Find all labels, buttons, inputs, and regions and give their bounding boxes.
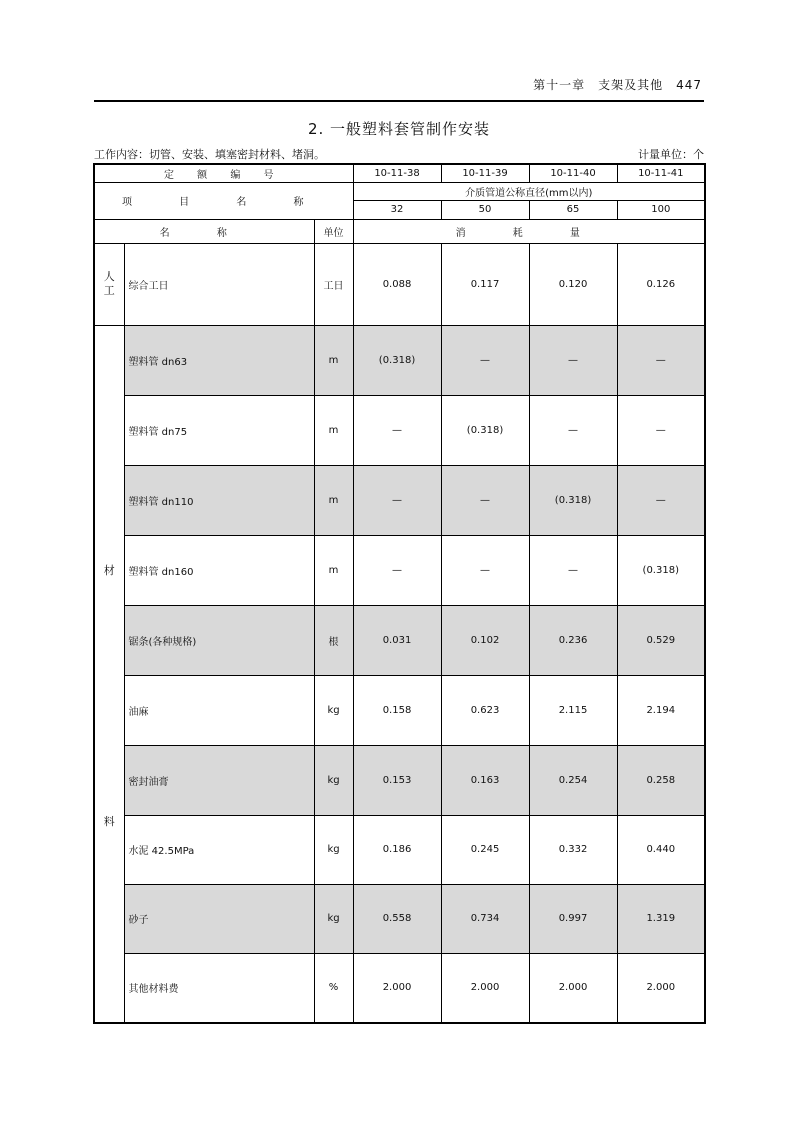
material-value: 0.031 <box>353 605 441 675</box>
item-label: 项 目 名 称 <box>94 182 353 219</box>
material-name: 塑料管 dn75 <box>124 395 314 465</box>
labor-value: 0.088 <box>353 243 441 325</box>
material-name: 塑料管 dn110 <box>124 465 314 535</box>
material-value: — <box>617 395 705 465</box>
material-value: — <box>353 465 441 535</box>
material-value: 2.000 <box>353 953 441 1023</box>
labor-row <box>94 243 705 325</box>
material-row <box>94 953 705 1023</box>
quota-table <box>93 163 706 1024</box>
material-value: 0.558 <box>353 884 441 953</box>
material-name: 油麻 <box>124 675 314 745</box>
material-row <box>94 675 705 745</box>
material-unit: kg <box>314 884 353 953</box>
material-value: — <box>441 325 529 395</box>
labor-value: 0.120 <box>529 243 617 325</box>
quota-code: 10-11-39 <box>441 164 529 182</box>
measurement-unit: 计量单位：个 <box>638 148 704 161</box>
material-value: 0.529 <box>617 605 705 675</box>
material-value: 0.245 <box>441 815 529 884</box>
material-value: 0.258 <box>617 745 705 815</box>
quota-code: 10-11-41 <box>617 164 705 182</box>
material-value: 0.254 <box>529 745 617 815</box>
material-value: (0.318) <box>441 395 529 465</box>
param-label: 介质管道公称直径(mm以内) <box>353 182 705 200</box>
diameter-value: 65 <box>529 200 617 219</box>
labor-category <box>94 243 124 325</box>
material-unit: kg <box>314 675 353 745</box>
material-value: — <box>529 395 617 465</box>
material-value: 0.440 <box>617 815 705 884</box>
page-header <box>94 72 704 102</box>
labor-category-text: 人工 <box>103 270 115 297</box>
material-value: 0.158 <box>353 675 441 745</box>
column-header-row <box>94 219 705 243</box>
material-name: 锯条(各种规格) <box>124 605 314 675</box>
material-row <box>94 395 705 465</box>
material-name: 水泥 42.5MPa <box>124 815 314 884</box>
material-value: 0.332 <box>529 815 617 884</box>
material-value: (0.318) <box>353 325 441 395</box>
material-unit: m <box>314 535 353 605</box>
material-unit: % <box>314 953 353 1023</box>
material-unit: kg <box>314 745 353 815</box>
material-value: 0.163 <box>441 745 529 815</box>
chapter-heading: 第十一章 支架及其他 447 <box>533 78 702 92</box>
material-name: 密封油膏 <box>124 745 314 815</box>
material-value: 0.997 <box>529 884 617 953</box>
material-name: 塑料管 dn63 <box>124 325 314 395</box>
material-unit: m <box>314 395 353 465</box>
item-header-row <box>94 182 705 200</box>
material-value: 2.194 <box>617 675 705 745</box>
material-value: — <box>617 325 705 395</box>
material-value: 2.000 <box>441 953 529 1023</box>
material-value: 0.623 <box>441 675 529 745</box>
unit-column-header: 单位 <box>314 219 353 243</box>
material-value: (0.318) <box>529 465 617 535</box>
material-value: 0.186 <box>353 815 441 884</box>
material-name: 砂子 <box>124 884 314 953</box>
quota-code: 10-11-40 <box>529 164 617 182</box>
diameter-value: 50 <box>441 200 529 219</box>
labor-unit: 工日 <box>314 243 353 325</box>
material-value: — <box>529 535 617 605</box>
material-name: 其他材料费 <box>124 953 314 1023</box>
labor-value: 0.117 <box>441 243 529 325</box>
quota-code: 10-11-38 <box>353 164 441 182</box>
material-row <box>94 815 705 884</box>
material-value: 2.115 <box>529 675 617 745</box>
labor-name: 综合工日 <box>124 243 314 325</box>
material-value: — <box>441 535 529 605</box>
material-value: — <box>529 325 617 395</box>
material-value: (0.318) <box>617 535 705 605</box>
material-category <box>94 325 124 1023</box>
material-value: 2.000 <box>529 953 617 1023</box>
material-unit: m <box>314 465 353 535</box>
material-category-bottom: 料 <box>103 814 115 828</box>
material-row <box>94 745 705 815</box>
material-category-top: 材 <box>103 563 115 577</box>
material-value: 0.102 <box>441 605 529 675</box>
quota-label: 定 额 编 号 <box>94 164 353 182</box>
material-value: — <box>617 465 705 535</box>
material-value: 0.153 <box>353 745 441 815</box>
material-value: — <box>353 395 441 465</box>
material-unit: 根 <box>314 605 353 675</box>
material-value: 2.000 <box>617 953 705 1023</box>
material-unit: kg <box>314 815 353 884</box>
labor-value: 0.126 <box>617 243 705 325</box>
diameter-value: 100 <box>617 200 705 219</box>
material-value: 1.319 <box>617 884 705 953</box>
material-row <box>94 605 705 675</box>
quota-code-row <box>94 164 705 182</box>
material-row <box>94 884 705 953</box>
material-value: 0.236 <box>529 605 617 675</box>
section-title: 2. 一般塑料套管制作安装 <box>307 120 491 138</box>
material-name: 塑料管 dn160 <box>124 535 314 605</box>
material-value: — <box>353 535 441 605</box>
consumption-header: 消 耗 量 <box>353 219 705 243</box>
material-row <box>94 535 705 605</box>
name-column-header: 名 称 <box>94 219 314 243</box>
diameter-value: 32 <box>353 200 441 219</box>
material-unit: m <box>314 325 353 395</box>
material-value: 0.734 <box>441 884 529 953</box>
material-row <box>94 465 705 535</box>
material-value: — <box>441 465 529 535</box>
material-row <box>94 325 705 395</box>
work-content: 工作内容：切管、安装、填塞密封材料、堵洞。 <box>94 148 325 161</box>
